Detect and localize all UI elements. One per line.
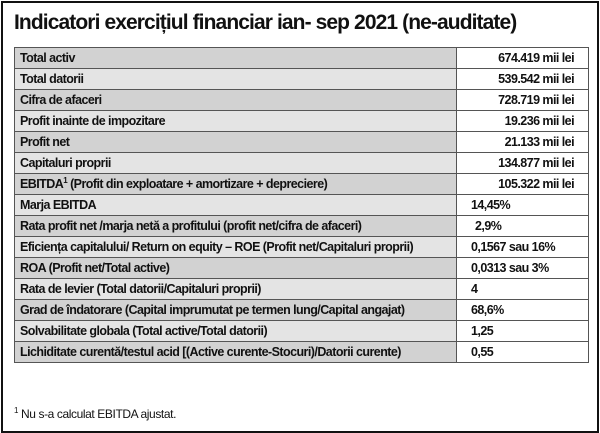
table-row	[15, 216, 589, 237]
table-row	[15, 237, 589, 258]
table-row	[15, 321, 589, 342]
table-row	[15, 342, 589, 363]
row-label: Grad de îndatorare (Capital imprumutat pe termen lung/Capital angajat)	[15, 300, 457, 321]
row-label: Rata de levier (Total datorii/Capitaluri proprii)	[15, 279, 457, 300]
table-row	[15, 300, 589, 321]
row-value: 105.322 mii lei	[457, 174, 589, 195]
row-label: Marja EBITDA	[15, 195, 457, 216]
table-row	[15, 69, 589, 90]
row-value: 68,6%	[457, 300, 589, 321]
row-value: 19.236 mii lei	[457, 111, 589, 132]
footnote-marker: 1	[63, 175, 68, 185]
row-value: 1,25	[457, 321, 589, 342]
row-label: Rata profit net /marja netă a profitului (profit net/cifra de afaceri)	[15, 216, 457, 237]
footnote	[14, 406, 176, 421]
row-value: 0,55	[457, 342, 589, 363]
row-value: 4	[457, 279, 589, 300]
table-row	[15, 132, 589, 153]
row-label: Solvabilitate globala (Total active/Total datorii)	[15, 321, 457, 342]
row-value: 134.877 mii lei	[457, 153, 589, 174]
row-label: Lichiditate curentă/testul acid [(Active curente-Stocuri)/Datorii curente)	[15, 342, 457, 363]
ebitda-label: EBITDA	[20, 177, 64, 191]
financial-indicators-table	[14, 47, 589, 363]
row-value: 2,9%	[457, 216, 589, 237]
row-value: 21.133 mii lei	[457, 132, 589, 153]
table-row	[15, 195, 589, 216]
row-value: 674.419 mii lei	[457, 48, 589, 69]
footnote-text: Nu s-a calculat EBITDA ajustat.	[18, 407, 176, 421]
row-label: Total datorii	[15, 69, 457, 90]
page-title: Indicatori exercițiul financiar ian- sep 2021 (ne-auditate)	[14, 11, 517, 34]
row-label: Eficiența capitalului/ Return on equity – ROE (Profit net/Capitaluri proprii)	[15, 237, 457, 258]
table-row	[15, 153, 589, 174]
row-value: 0,0313 sau 3%	[457, 258, 589, 279]
row-label: Cifra de afaceri	[15, 90, 457, 111]
row-label	[15, 174, 457, 195]
table-row	[15, 111, 589, 132]
table-row	[15, 48, 589, 69]
table-row	[15, 279, 589, 300]
row-label: ROA (Profit net/Total active)	[15, 258, 457, 279]
row-value: 14,45%	[457, 195, 589, 216]
table-row	[15, 258, 589, 279]
ebitda-formula: (Profit din exploatare + amortizare + depreciere)	[67, 177, 328, 191]
table-row	[15, 90, 589, 111]
table-row	[15, 174, 589, 195]
row-label: Total activ	[15, 48, 457, 69]
footnote-marker: 1	[14, 406, 19, 415]
row-label: Capitaluri proprii	[15, 153, 457, 174]
indicators-panel	[1, 1, 599, 433]
row-value: 539.542 mii lei	[457, 69, 589, 90]
row-label: Profit net	[15, 132, 457, 153]
row-label: Profit inainte de impozitare	[15, 111, 457, 132]
row-value: 728.719 mii lei	[457, 90, 589, 111]
row-value: 0,1567 sau 16%	[457, 237, 589, 258]
